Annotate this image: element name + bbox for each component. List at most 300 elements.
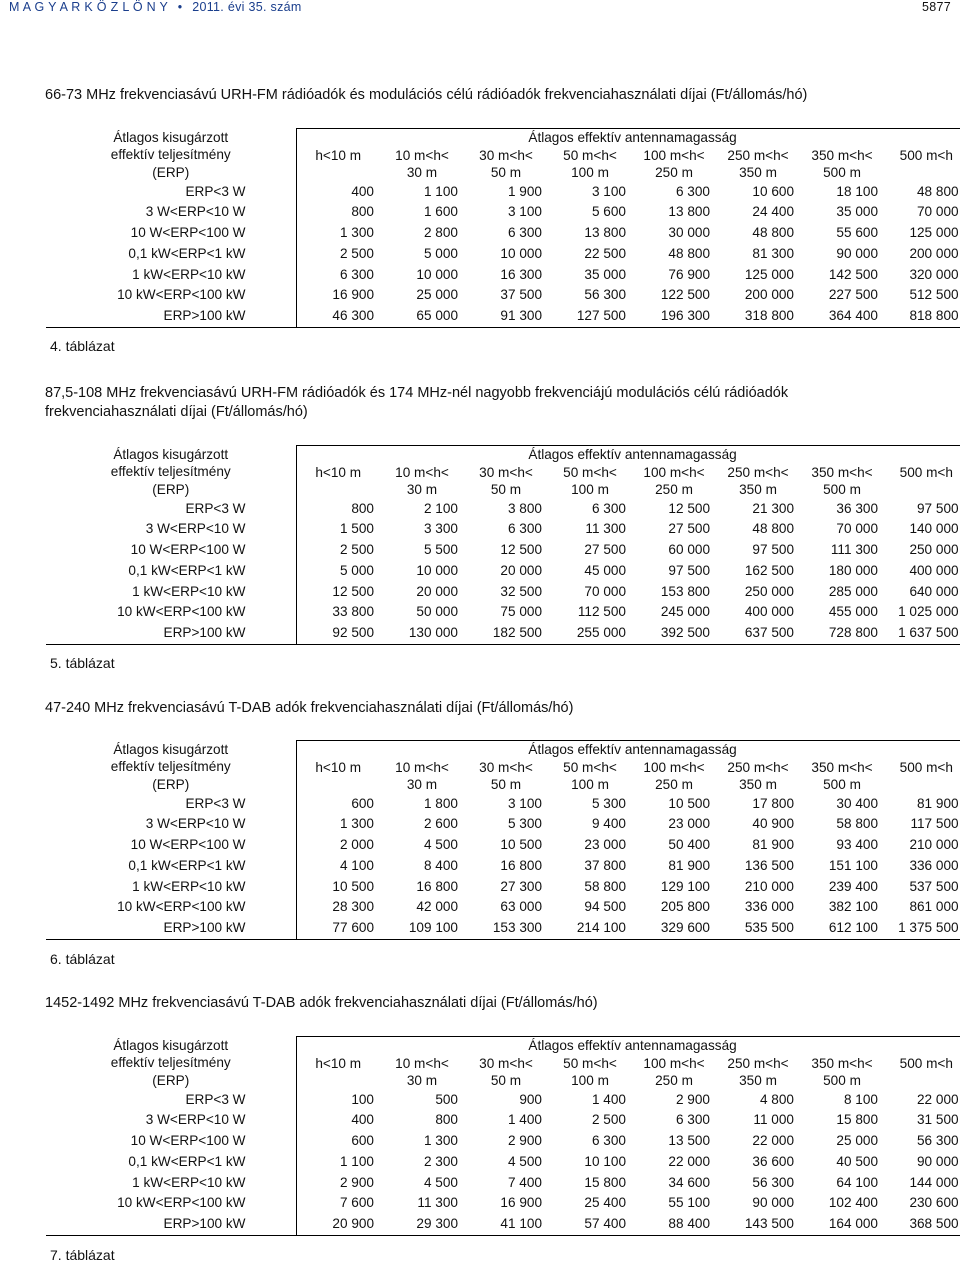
fee-value-cell: 65 000 — [380, 306, 464, 327]
fee-value-cell: 70 000 — [884, 202, 960, 223]
fee-value-cell: 50 000 — [416, 604, 458, 620]
erp-header-line: (ERP) — [152, 481, 190, 497]
fee-value-cell: 11 000 — [753, 1112, 794, 1128]
height-column-header-top: 10 m<h< — [395, 759, 449, 775]
fee-value-cell: 336 000 — [884, 856, 960, 877]
height-column-header-bottom: 50 m — [490, 482, 522, 497]
fee-value-cell: 2 500 — [339, 245, 374, 261]
height-column-header-bottom: 30 m — [406, 1073, 438, 1088]
fee-value-cell: 11 300 — [417, 1195, 458, 1211]
fee-value-cell: 90 000 — [836, 245, 878, 261]
fee-value-cell: 125 000 — [744, 266, 794, 282]
height-column-header-top: h<10 m — [315, 1055, 362, 1071]
erp-range-label: 10 kW<ERP<100 kW — [46, 602, 296, 623]
fee-value-cell: 13 500 — [668, 1133, 710, 1149]
height-column-header-bottom — [884, 1072, 960, 1090]
fee-value-cell: 15 800 — [836, 1112, 878, 1128]
fee-value-cell: 818 800 — [884, 306, 960, 327]
fee-value-cell: 210 000 — [744, 878, 794, 894]
fee-value-cell: 612 100 — [800, 918, 884, 939]
fee-value-cell: 12 500 — [332, 583, 374, 599]
fee-value-cell: 8 400 — [423, 857, 458, 873]
erp-range-label: ERP<3 W — [46, 499, 296, 520]
fee-value-cell: 7 400 — [507, 1174, 542, 1190]
height-column-header-top: 250 m<h< — [727, 464, 789, 480]
height-column-header-bottom: 250 m — [655, 165, 693, 180]
table-5 — [46, 445, 959, 645]
table-4-caption: 4. táblázat — [50, 338, 115, 354]
fee-value-cell: 143 500 — [716, 1214, 800, 1235]
fee-value-cell: 3 800 — [507, 500, 542, 516]
table-row — [46, 244, 960, 265]
fee-value-cell: 6 300 — [339, 266, 374, 282]
fee-value-cell: 18 100 — [836, 183, 878, 199]
erp-range-label: 10 kW<ERP<100 kW — [46, 897, 296, 918]
fee-value-cell: 9 400 — [591, 816, 626, 832]
erp-range-label: ERP>100 kW — [46, 623, 296, 644]
height-column-header-bottom: 500 m — [823, 165, 861, 180]
fee-value-cell: 1 637 500 — [884, 623, 960, 644]
height-column-header-bottom: 30 m — [406, 777, 438, 792]
height-column-header-bottom: 500 m — [823, 482, 861, 497]
antenna-height-group-header: Átlagos effektív antennamagasság — [296, 446, 960, 464]
fee-value-cell: 6 300 — [507, 521, 542, 537]
erp-range-label: ERP<3 W — [46, 182, 296, 203]
fee-value-cell: 58 800 — [836, 816, 878, 832]
table-row — [46, 285, 960, 306]
height-column-header-bottom: 250 m — [655, 1073, 693, 1088]
height-column-header-bottom — [884, 776, 960, 794]
fee-value-cell: 10 000 — [416, 562, 458, 578]
height-column-header-bottom: 100 m — [571, 1073, 609, 1088]
erp-range-label: 10 W<ERP<100 W — [46, 1131, 296, 1152]
erp-header-line: effektív teljesítmény — [110, 1055, 231, 1070]
fee-value-cell: 6 300 — [591, 500, 626, 516]
height-column-header-top: 350 m<h< — [811, 1055, 873, 1071]
table-row — [46, 582, 960, 603]
fee-value-cell: 3 100 — [507, 204, 542, 220]
fee-value-cell: 97 500 — [752, 542, 794, 558]
table-row — [46, 835, 960, 856]
fee-value-cell: 164 000 — [800, 1214, 884, 1235]
fee-value-cell: 37 800 — [584, 857, 626, 873]
fee-value-cell: 250 000 — [884, 540, 960, 561]
fee-value-cell: 2 100 — [423, 500, 458, 516]
fee-value-cell: 1 300 — [339, 816, 374, 832]
fee-value-cell: 130 000 — [380, 623, 464, 644]
fee-value-cell: 200 000 — [744, 287, 794, 303]
fee-value-cell: 75 000 — [500, 604, 542, 620]
erp-header-line: effektív teljesítmény — [110, 464, 231, 479]
fee-value-cell: 22 000 — [668, 1153, 710, 1169]
fee-value-cell: 4 500 — [423, 1174, 458, 1190]
fee-value-cell: 1 400 — [591, 1091, 626, 1107]
fee-value-cell: 77 600 — [296, 918, 380, 939]
height-column-header-bottom — [296, 164, 380, 182]
table-row — [46, 856, 960, 877]
fee-value-cell: 336 000 — [744, 899, 794, 915]
fee-value-cell: 7 600 — [339, 1195, 374, 1211]
height-column-header-bottom: 100 m — [571, 482, 609, 497]
fee-value-cell: 3 100 — [507, 795, 542, 811]
antenna-height-group-header: Átlagos effektív antennamagasság — [296, 1037, 960, 1055]
table-4 — [46, 128, 959, 328]
fee-value-cell: 55 100 — [668, 1195, 710, 1211]
fee-value-cell: 318 800 — [716, 306, 800, 327]
fee-value-cell: 27 300 — [500, 878, 542, 894]
height-column-header-bottom: 500 m — [823, 777, 861, 792]
fee-value-cell: 88 400 — [632, 1214, 716, 1235]
fee-value-cell: 50 400 — [668, 837, 710, 853]
height-column-header-bottom: 250 m — [655, 777, 693, 792]
fee-value-cell: 210 000 — [884, 835, 960, 856]
table-row — [46, 1152, 960, 1173]
table-row — [46, 182, 960, 203]
fee-value-cell: 41 100 — [464, 1214, 548, 1235]
fee-table — [46, 128, 960, 328]
erp-range-label: ERP<3 W — [46, 1090, 296, 1111]
fee-value-cell: 127 500 — [548, 306, 632, 327]
table-row — [46, 877, 960, 898]
height-column-header-bottom: 250 m — [655, 482, 693, 497]
height-column-header-bottom: 100 m — [571, 777, 609, 792]
fee-value-cell: 15 800 — [584, 1174, 626, 1190]
table-row — [46, 561, 960, 582]
fee-value-cell: 227 500 — [828, 287, 878, 303]
fee-value-cell: 400 000 — [744, 604, 794, 620]
erp-column-header — [46, 1037, 296, 1090]
fee-value-cell: 22 500 — [584, 245, 626, 261]
fee-value-cell: 25 400 — [584, 1195, 626, 1211]
table-row — [46, 202, 960, 223]
fee-value-cell: 1 300 — [339, 225, 374, 241]
table-4-title: 66-73 MHz frekvenciasávú URH-FM rádióadók és modulációs célú rádióadók frekvenciahasználati díjai (Ft/állomás/hó) — [45, 87, 808, 103]
height-column-header-bottom: 350 m — [739, 482, 777, 497]
fee-value-cell: 55 600 — [836, 225, 878, 241]
fee-value-cell: 500 — [435, 1091, 458, 1107]
erp-column-header — [46, 741, 296, 794]
fee-value-cell: 48 800 — [752, 225, 794, 241]
fee-value-cell: 255 000 — [548, 623, 632, 644]
fee-value-cell: 1 100 — [423, 183, 458, 199]
fee-value-cell: 12 500 — [668, 500, 710, 516]
fee-value-cell: 35 000 — [836, 204, 878, 220]
fee-value-cell: 10 000 — [500, 245, 542, 261]
fee-value-cell: 368 500 — [884, 1214, 960, 1235]
fee-value-cell: 27 500 — [584, 542, 626, 558]
erp-range-label: 1 kW<ERP<10 kW — [46, 582, 296, 603]
table-7 — [46, 1036, 959, 1236]
fee-value-cell: 2 900 — [675, 1091, 710, 1107]
table-row — [46, 918, 960, 939]
fee-value-cell: 37 500 — [500, 287, 542, 303]
erp-range-label: 1 kW<ERP<10 kW — [46, 265, 296, 286]
fee-value-cell: 230 600 — [884, 1193, 960, 1214]
erp-range-label: 10 W<ERP<100 W — [46, 835, 296, 856]
fee-value-cell: 16 800 — [416, 878, 458, 894]
table-row — [46, 265, 960, 286]
height-column-header-bottom: 350 m — [739, 777, 777, 792]
erp-range-label: 10 W<ERP<100 W — [46, 540, 296, 561]
erp-range-label: 0,1 kW<ERP<1 kW — [46, 244, 296, 265]
fee-value-cell: 10 500 — [332, 878, 374, 894]
erp-range-label: 3 W<ERP<10 W — [46, 1110, 296, 1131]
fee-value-cell: 129 100 — [660, 878, 710, 894]
table-5-caption: 5. táblázat — [50, 655, 115, 671]
height-column-header-top: 10 m<h< — [395, 1055, 449, 1071]
fee-value-cell: 64 100 — [836, 1174, 878, 1190]
fee-value-cell: 112 500 — [577, 604, 626, 620]
erp-header-line: effektív teljesítmény — [110, 759, 231, 774]
fee-value-cell: 16 800 — [500, 857, 542, 873]
fee-value-cell: 200 000 — [884, 244, 960, 265]
height-column-header-bottom — [296, 776, 380, 794]
fee-value-cell: 2 000 — [339, 837, 374, 853]
height-column-header-top: 100 m<h< — [643, 1055, 705, 1071]
fee-value-cell: 8 100 — [843, 1091, 878, 1107]
fee-value-cell: 90 000 — [884, 1152, 960, 1173]
height-column-header-top: h<10 m — [315, 759, 362, 775]
fee-value-cell: 800 — [351, 500, 374, 516]
fee-value-cell: 40 500 — [836, 1153, 878, 1169]
fee-value-cell: 70 000 — [836, 521, 878, 537]
height-column-header-bottom — [296, 481, 380, 499]
fee-value-cell: 2 300 — [423, 1153, 458, 1169]
table-row — [46, 499, 960, 520]
fee-value-cell: 3 100 — [591, 183, 626, 199]
fee-value-cell: 17 800 — [752, 795, 794, 811]
fee-table — [46, 1036, 960, 1236]
fee-value-cell: 861 000 — [884, 897, 960, 918]
fee-value-cell: 800 — [435, 1112, 458, 1128]
fee-value-cell: 90 000 — [752, 1195, 794, 1211]
fee-value-cell: 142 500 — [828, 266, 878, 282]
fee-value-cell: 4 100 — [339, 857, 374, 873]
fee-value-cell: 455 000 — [828, 604, 878, 620]
table-7-caption: 7. táblázat — [50, 1247, 115, 1263]
fee-value-cell: 400 — [351, 1112, 374, 1128]
fee-value-cell: 600 — [351, 1133, 374, 1149]
fee-value-cell: 136 500 — [744, 857, 794, 873]
fee-value-cell: 6 300 — [507, 225, 542, 241]
height-column-header-top: 50 m<h< — [563, 759, 617, 775]
fee-value-cell: 45 000 — [584, 562, 626, 578]
fee-value-cell: 728 800 — [800, 623, 884, 644]
height-column-header-top: 10 m<h< — [395, 147, 449, 163]
erp-range-label: ERP<3 W — [46, 794, 296, 815]
fee-value-cell: 10 500 — [668, 795, 710, 811]
fee-value-cell: 205 800 — [660, 899, 710, 915]
fee-value-cell: 153 300 — [464, 918, 548, 939]
antenna-height-group-header: Átlagos effektív antennamagasság — [296, 741, 960, 759]
fee-value-cell: 29 300 — [380, 1214, 464, 1235]
fee-value-cell: 1 100 — [339, 1153, 374, 1169]
fee-value-cell: 81 900 — [884, 794, 960, 815]
fee-value-cell: 2 600 — [423, 816, 458, 832]
fee-value-cell: 1 375 500 — [884, 918, 960, 939]
fee-value-cell: 23 000 — [668, 816, 710, 832]
fee-value-cell: 93 400 — [836, 837, 878, 853]
height-column-header-top: 500 m<h — [884, 147, 960, 165]
fee-value-cell: 94 500 — [584, 899, 626, 915]
table-row — [46, 794, 960, 815]
height-column-header-top: 350 m<h< — [811, 759, 873, 775]
fee-value-cell: 16 900 — [500, 1195, 542, 1211]
fee-value-cell: 3 300 — [423, 521, 458, 537]
fee-value-cell: 196 300 — [632, 306, 716, 327]
fee-value-cell: 32 500 — [500, 583, 542, 599]
height-column-header-bottom: 350 m — [739, 1073, 777, 1088]
erp-header-line: Átlagos kisugárzott — [113, 1037, 229, 1053]
erp-range-label: 3 W<ERP<10 W — [46, 814, 296, 835]
fee-value-cell: 91 300 — [464, 306, 548, 327]
fee-value-cell: 640 000 — [884, 582, 960, 603]
erp-range-label: 0,1 kW<ERP<1 kW — [46, 856, 296, 877]
fee-value-cell: 10 000 — [416, 266, 458, 282]
fee-value-cell: 20 900 — [296, 1214, 380, 1235]
height-column-header-top: 30 m<h< — [479, 147, 533, 163]
table-6 — [46, 740, 959, 940]
fee-value-cell: 27 500 — [668, 521, 710, 537]
height-column-header-top: 50 m<h< — [563, 147, 617, 163]
fee-value-cell: 56 300 — [752, 1174, 794, 1190]
table-row — [46, 1173, 960, 1194]
fee-value-cell: 25 000 — [836, 1133, 878, 1149]
height-column-header-top: 100 m<h< — [643, 464, 705, 480]
fee-value-cell: 16 900 — [332, 287, 374, 303]
height-column-header-top: 30 m<h< — [479, 464, 533, 480]
fee-value-cell: 24 400 — [752, 204, 794, 220]
fee-value-cell: 35 000 — [584, 266, 626, 282]
fee-value-cell: 1 600 — [423, 204, 458, 220]
fee-value-cell: 2 900 — [507, 1133, 542, 1149]
fee-value-cell: 70 000 — [584, 583, 626, 599]
fee-value-cell: 22 000 — [752, 1133, 794, 1149]
fee-value-cell: 42 000 — [416, 899, 458, 915]
fee-table — [46, 445, 960, 645]
fee-value-cell: 10 100 — [584, 1153, 626, 1169]
fee-value-cell: 48 800 — [884, 182, 960, 203]
table-row — [46, 306, 960, 327]
fee-value-cell: 5 000 — [423, 245, 458, 261]
fee-value-cell: 6 300 — [675, 183, 710, 199]
fee-value-cell: 5 500 — [423, 542, 458, 558]
erp-range-label: 0,1 kW<ERP<1 kW — [46, 561, 296, 582]
fee-value-cell: 92 500 — [296, 623, 380, 644]
fee-value-cell: 4 800 — [759, 1091, 794, 1107]
height-column-header-top: 50 m<h< — [563, 1055, 617, 1071]
erp-header-line: Átlagos kisugárzott — [113, 446, 229, 462]
fee-value-cell: 25 000 — [416, 287, 458, 303]
fee-value-cell: 329 600 — [632, 918, 716, 939]
fee-value-cell: 28 300 — [332, 899, 374, 915]
fee-value-cell: 1 400 — [507, 1112, 542, 1128]
fee-value-cell: 5 000 — [339, 562, 374, 578]
fee-value-cell: 20 000 — [500, 562, 542, 578]
table-row — [46, 897, 960, 918]
height-column-header-top: 100 m<h< — [643, 759, 705, 775]
height-column-header-top: h<10 m — [315, 147, 362, 163]
fee-value-cell: 102 400 — [828, 1195, 878, 1211]
height-column-header-bottom: 50 m — [490, 1073, 522, 1088]
fee-value-cell: 111 300 — [830, 542, 878, 558]
fee-value-cell: 31 500 — [884, 1110, 960, 1131]
erp-range-label: 0,1 kW<ERP<1 kW — [46, 1152, 296, 1173]
fee-value-cell: 63 000 — [500, 899, 542, 915]
fee-value-cell: 1 900 — [507, 183, 542, 199]
height-column-header-bottom: 30 m — [406, 165, 438, 180]
fee-value-cell: 60 000 — [668, 542, 710, 558]
fee-value-cell: 245 000 — [660, 604, 710, 620]
height-column-header-top: 100 m<h< — [643, 147, 705, 163]
fee-value-cell: 182 500 — [464, 623, 548, 644]
fee-value-cell: 144 000 — [884, 1173, 960, 1194]
fee-value-cell: 13 800 — [584, 225, 626, 241]
fee-value-cell: 36 300 — [836, 500, 878, 516]
table-row — [46, 602, 960, 623]
height-column-header-bottom: 50 m — [490, 777, 522, 792]
issue-label: 2011. évi 35. szám — [192, 0, 302, 14]
fee-value-cell: 16 300 — [500, 266, 542, 282]
fee-value-cell: 535 500 — [716, 918, 800, 939]
fee-value-cell: 56 300 — [584, 287, 626, 303]
fee-value-cell: 1 025 000 — [884, 602, 960, 623]
table-row — [46, 1090, 960, 1111]
fee-value-cell: 162 500 — [744, 562, 794, 578]
fee-value-cell: 364 400 — [800, 306, 884, 327]
fee-value-cell: 239 400 — [828, 878, 878, 894]
table-row — [46, 223, 960, 244]
fee-value-cell: 153 800 — [660, 583, 710, 599]
erp-header-line: effektív teljesítmény — [110, 147, 231, 162]
height-column-header-top: 30 m<h< — [479, 759, 533, 775]
fee-value-cell: 5 300 — [591, 795, 626, 811]
height-column-header-bottom: 100 m — [571, 165, 609, 180]
header-separator: • — [177, 0, 183, 14]
publication-name: M A G Y A R K Ö Z L Ö N Y — [9, 0, 168, 14]
fee-value-cell: 214 100 — [548, 918, 632, 939]
fee-value-cell: 81 900 — [668, 857, 710, 873]
fee-value-cell: 2 500 — [339, 542, 374, 558]
fee-value-cell: 180 000 — [828, 562, 878, 578]
fee-value-cell: 800 — [351, 204, 374, 220]
erp-range-label: ERP>100 kW — [46, 918, 296, 939]
erp-range-label: ERP>100 kW — [46, 1214, 296, 1235]
fee-value-cell: 140 000 — [884, 519, 960, 540]
publication-header — [9, 0, 302, 14]
height-column-header-top: 500 m<h — [884, 759, 960, 777]
fee-value-cell: 22 000 — [884, 1090, 960, 1111]
height-column-header-top: 350 m<h< — [811, 147, 873, 163]
height-column-header-top: h<10 m — [315, 464, 362, 480]
fee-value-cell: 4 500 — [507, 1153, 542, 1169]
fee-value-cell: 2 500 — [591, 1112, 626, 1128]
fee-value-cell: 512 500 — [884, 285, 960, 306]
fee-value-cell: 637 500 — [716, 623, 800, 644]
table-row — [46, 1131, 960, 1152]
height-column-header-top: 50 m<h< — [563, 464, 617, 480]
fee-value-cell: 81 300 — [752, 245, 794, 261]
table-6-title: 47-240 MHz frekvenciasávú T-DAB adók frekvenciahasználati díjai (Ft/állomás/hó) — [45, 700, 574, 716]
fee-value-cell: 13 800 — [668, 204, 710, 220]
fee-value-cell: 1 300 — [423, 1133, 458, 1149]
erp-range-label: 10 kW<ERP<100 kW — [46, 1193, 296, 1214]
fee-value-cell: 400 000 — [884, 561, 960, 582]
height-column-header-top: 250 m<h< — [727, 147, 789, 163]
fee-value-cell: 76 900 — [668, 266, 710, 282]
fee-value-cell: 151 100 — [828, 857, 878, 873]
fee-value-cell: 2 800 — [423, 225, 458, 241]
